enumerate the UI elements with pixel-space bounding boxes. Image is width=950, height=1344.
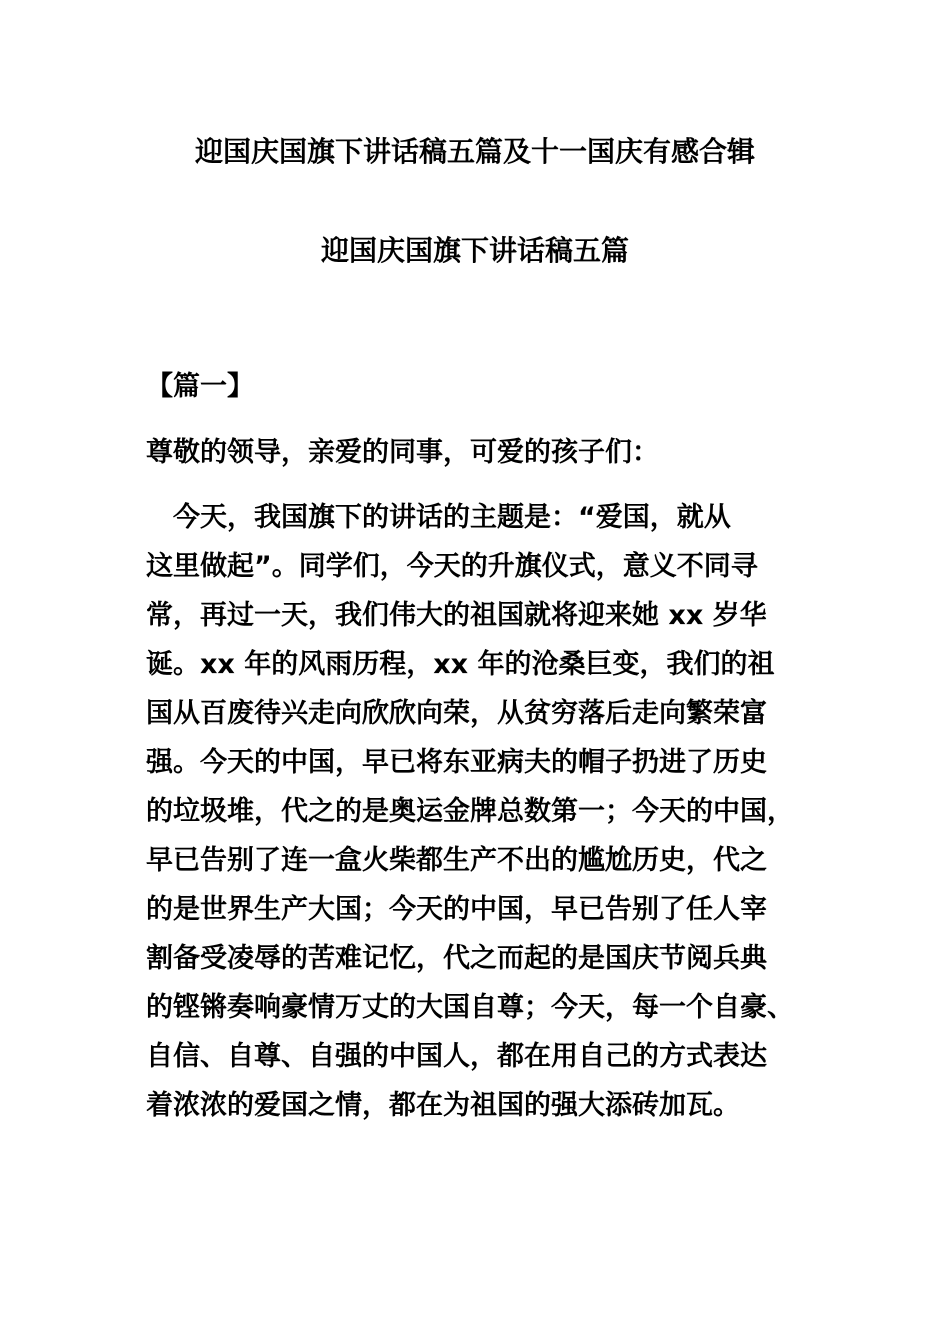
body-line: 的垃圾堆，代之的是奥运金牌总数第一；今天的中国， [146,796,794,827]
body-line: 割备受凌辱的苦难记忆，代之而起的是国庆节阅兵典 [146,943,767,974]
body-line: 强。今天的中国，早已将东亚病夫的帽子扔进了历史 [146,747,767,778]
body-line: 的是世界生产大国；今天的中国，早已告别了任人宰 [146,894,767,925]
body-line: 这里做起”。同学们，今天的升旗仪式，意义不同寻 [146,551,758,582]
salutation: 尊敬的领导，亲爱的同事，可爱的孩子们： [146,437,659,468]
body-line: 诞。xx 年的风雨历程，xx 年的沧桑巨变，我们的祖 [146,649,775,680]
body-line: 自信、自尊、自强的中国人，都在用自己的方式表达 [146,1041,767,1072]
section-label: 【篇一】 [146,371,254,402]
body-line: 常，再过一天，我们伟大的祖国就将迎来她 xx 岁华 [146,600,767,631]
body-line: 着浓浓的爱国之情，都在为祖国的强大添砖加瓦。 [146,1090,740,1121]
body-line: 的铿锵奏响豪情万丈的大国自尊；今天，每一个自豪、 [146,992,794,1023]
body-line: 早已告别了连一盒火柴都生产不出的尴尬历史，代之 [146,845,767,876]
body-line: 今天，我国旗下的讲话的主题是：“爱国，就从 [146,502,731,533]
document-title: 迎国庆国旗下讲话稿五篇及十一国庆有感合辑 [194,135,755,168]
body-line: 国从百废待兴走向欣欣向荣，从贫穷落后走向繁荣富 [146,698,767,729]
document-subtitle: 迎国庆国旗下讲话稿五篇 [320,234,629,267]
